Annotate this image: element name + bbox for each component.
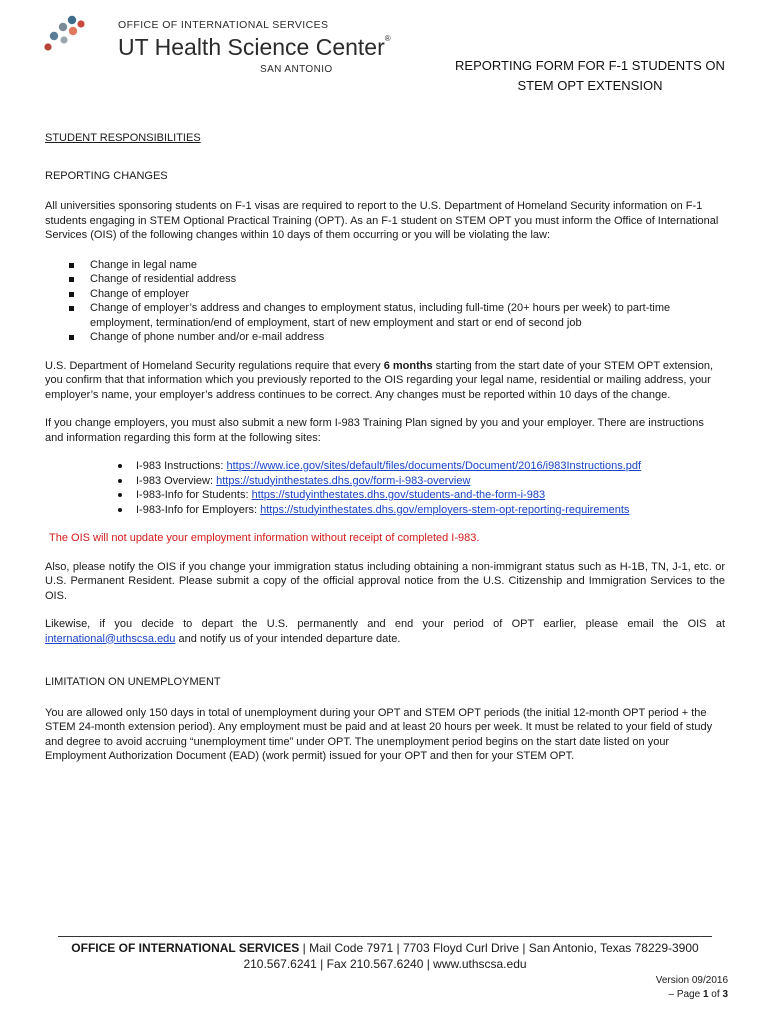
list-item: Change of employer’s address and changes to employment status, including full-time (20+ hours per week) to part-time employment, termination/end of employment, start of new employment and start or end of second job bbox=[90, 301, 725, 330]
changes-list bbox=[45, 258, 725, 345]
dhs-text-after: starting from the start date of your STEM OPT extension, you confirm that that information which you previously reported to the OIS regarding your legal name, residential or mailing address, your employer’s name, your employer’s address continues to be correct. Any changes must be reported within 10 days of the change. bbox=[45, 359, 714, 401]
form-title-line-2: STEM OPT EXTENSION bbox=[517, 78, 663, 93]
list-item bbox=[136, 488, 725, 503]
warning-notice: The OIS will not update your employment information without receipt of completed I-983. bbox=[49, 532, 480, 544]
list-item: Change in legal name bbox=[90, 258, 725, 273]
link-label: I-983-Info for Students: bbox=[136, 489, 252, 501]
page-prefix: – Page bbox=[668, 989, 703, 1000]
limitation-heading: LIMITATION ON UNEMPLOYMENT bbox=[45, 676, 221, 688]
list-item bbox=[136, 474, 725, 489]
main-content bbox=[45, 131, 725, 764]
i983-links-list bbox=[45, 459, 725, 517]
student-responsibilities-heading: STUDENT RESPONSIBILITIES bbox=[45, 132, 201, 144]
footer-address-line bbox=[40, 941, 730, 955]
i983-overview-link[interactable]: https://studyinthestates.dhs.gov/form-i-983-overview bbox=[216, 474, 471, 487]
page-number bbox=[40, 989, 730, 1000]
registered-mark: ® bbox=[384, 34, 391, 43]
institution-name bbox=[118, 34, 391, 61]
campus-name: SAN ANTONIO bbox=[260, 64, 333, 75]
limitation-paragraph: You are allowed only 150 days in total of unemployment during your OPT and STEM OPT periods (the initial 12-month OPT period + the STEM 24-month extension period). Any employment must be paid and at least 20 hours per week. It must be related to your field of study and degree to avoid accruing “unemployment time” under OPT. The unemployment period begins on the start date listed on your Employment Authorization Document (EAD) (work permit) issued for your OPT and then for your STEM OPT. bbox=[45, 706, 713, 762]
dhs-text-before: U.S. Department of Homeland Security regulations require that every bbox=[45, 359, 384, 372]
link-label: I-983 Overview: bbox=[136, 474, 217, 487]
version-label: Version 09/2016 bbox=[655, 975, 728, 986]
i983-intro: If you change employers, you must also submit a new form I-983 Training Plan signed by you and your employer. There are instructions and information regarding this form at the following sites: bbox=[45, 417, 704, 444]
intro-paragraph: All universities sponsoring students on F-1 visas are required to report to the U.S. Department of Homeland Security information on F-1 students engaging in STEM Optional Practical Training (OPT). As an F-1 student on STEM OPT you must inform the Office of International Services (OIS) of the following changes within 10 days of them occurring or you will be violating the law: bbox=[45, 200, 719, 241]
list-item bbox=[136, 503, 725, 518]
departure-text-after: and notify us of your intended departure date. bbox=[175, 632, 401, 645]
ois-email-link[interactable]: international@uthscsa.edu bbox=[45, 632, 176, 645]
footer-address: | Mail Code 7971 | 7703 Floyd Curl Drive | San Antonio, Texas 78229-3900 bbox=[299, 941, 699, 955]
page-current: 1 bbox=[702, 989, 709, 1000]
page-footer bbox=[40, 936, 730, 1000]
link-label: I-983-Info for Employers: bbox=[136, 503, 261, 516]
dhs-paragraph bbox=[45, 359, 725, 403]
i983-students-link[interactable]: https://studyinthestates.dhs.gov/students-and-the-form-i-983 bbox=[251, 489, 546, 501]
institution-logo bbox=[42, 14, 391, 80]
logo-dots-icon bbox=[42, 14, 90, 62]
list-item: Change of employer bbox=[90, 287, 725, 302]
list-item bbox=[136, 459, 725, 474]
institution-name-text: UT Health Science Center bbox=[118, 34, 385, 60]
i983-instructions-link[interactable]: https://www.ice.gov/sites/default/files/documents/Document/2016/i983Instructions.pdf bbox=[226, 460, 642, 472]
list-item: Change of phone number and/or e-mail address bbox=[90, 330, 725, 345]
page-total: 3 bbox=[722, 989, 728, 1000]
form-title bbox=[440, 56, 740, 96]
org-line: OFFICE OF INTERNATIONAL SERVICES bbox=[118, 19, 329, 31]
list-item: Change of residential address bbox=[90, 272, 725, 287]
link-label: I-983 Instructions: bbox=[136, 460, 227, 472]
immigration-paragraph: Also, please notify the OIS if you change your immigration status including obtaining a non-immigrant status such as H-1B, TN, J-1, etc. or U.S. Permanent Resident. Please submit a copy of the official approval notice from the U.S. Citizenship and Immigration Services to the OIS. bbox=[45, 560, 725, 602]
reporting-changes-heading: REPORTING CHANGES bbox=[45, 169, 168, 182]
footer-office-name: OFFICE OF INTERNATIONAL SERVICES bbox=[71, 941, 300, 955]
i983-employers-link[interactable]: https://studyinthestates.dhs.gov/employers-stem-opt-reporting-requirements bbox=[260, 503, 630, 516]
page-mid: of bbox=[708, 989, 723, 1000]
departure-paragraph bbox=[45, 617, 725, 646]
departure-text-before: Likewise, if you decide to depart the U.S. permanently and end your period of OPT earlier, please email the OIS at bbox=[45, 618, 725, 630]
form-title-line-1: REPORTING FORM FOR F-1 STUDENTS ON bbox=[455, 58, 725, 73]
footer-divider bbox=[58, 936, 712, 937]
footer-contact-line: 210.567.6241 | Fax 210.567.6240 | www.uthscsa.edu bbox=[243, 957, 527, 971]
dhs-period: 6 months bbox=[383, 359, 433, 372]
